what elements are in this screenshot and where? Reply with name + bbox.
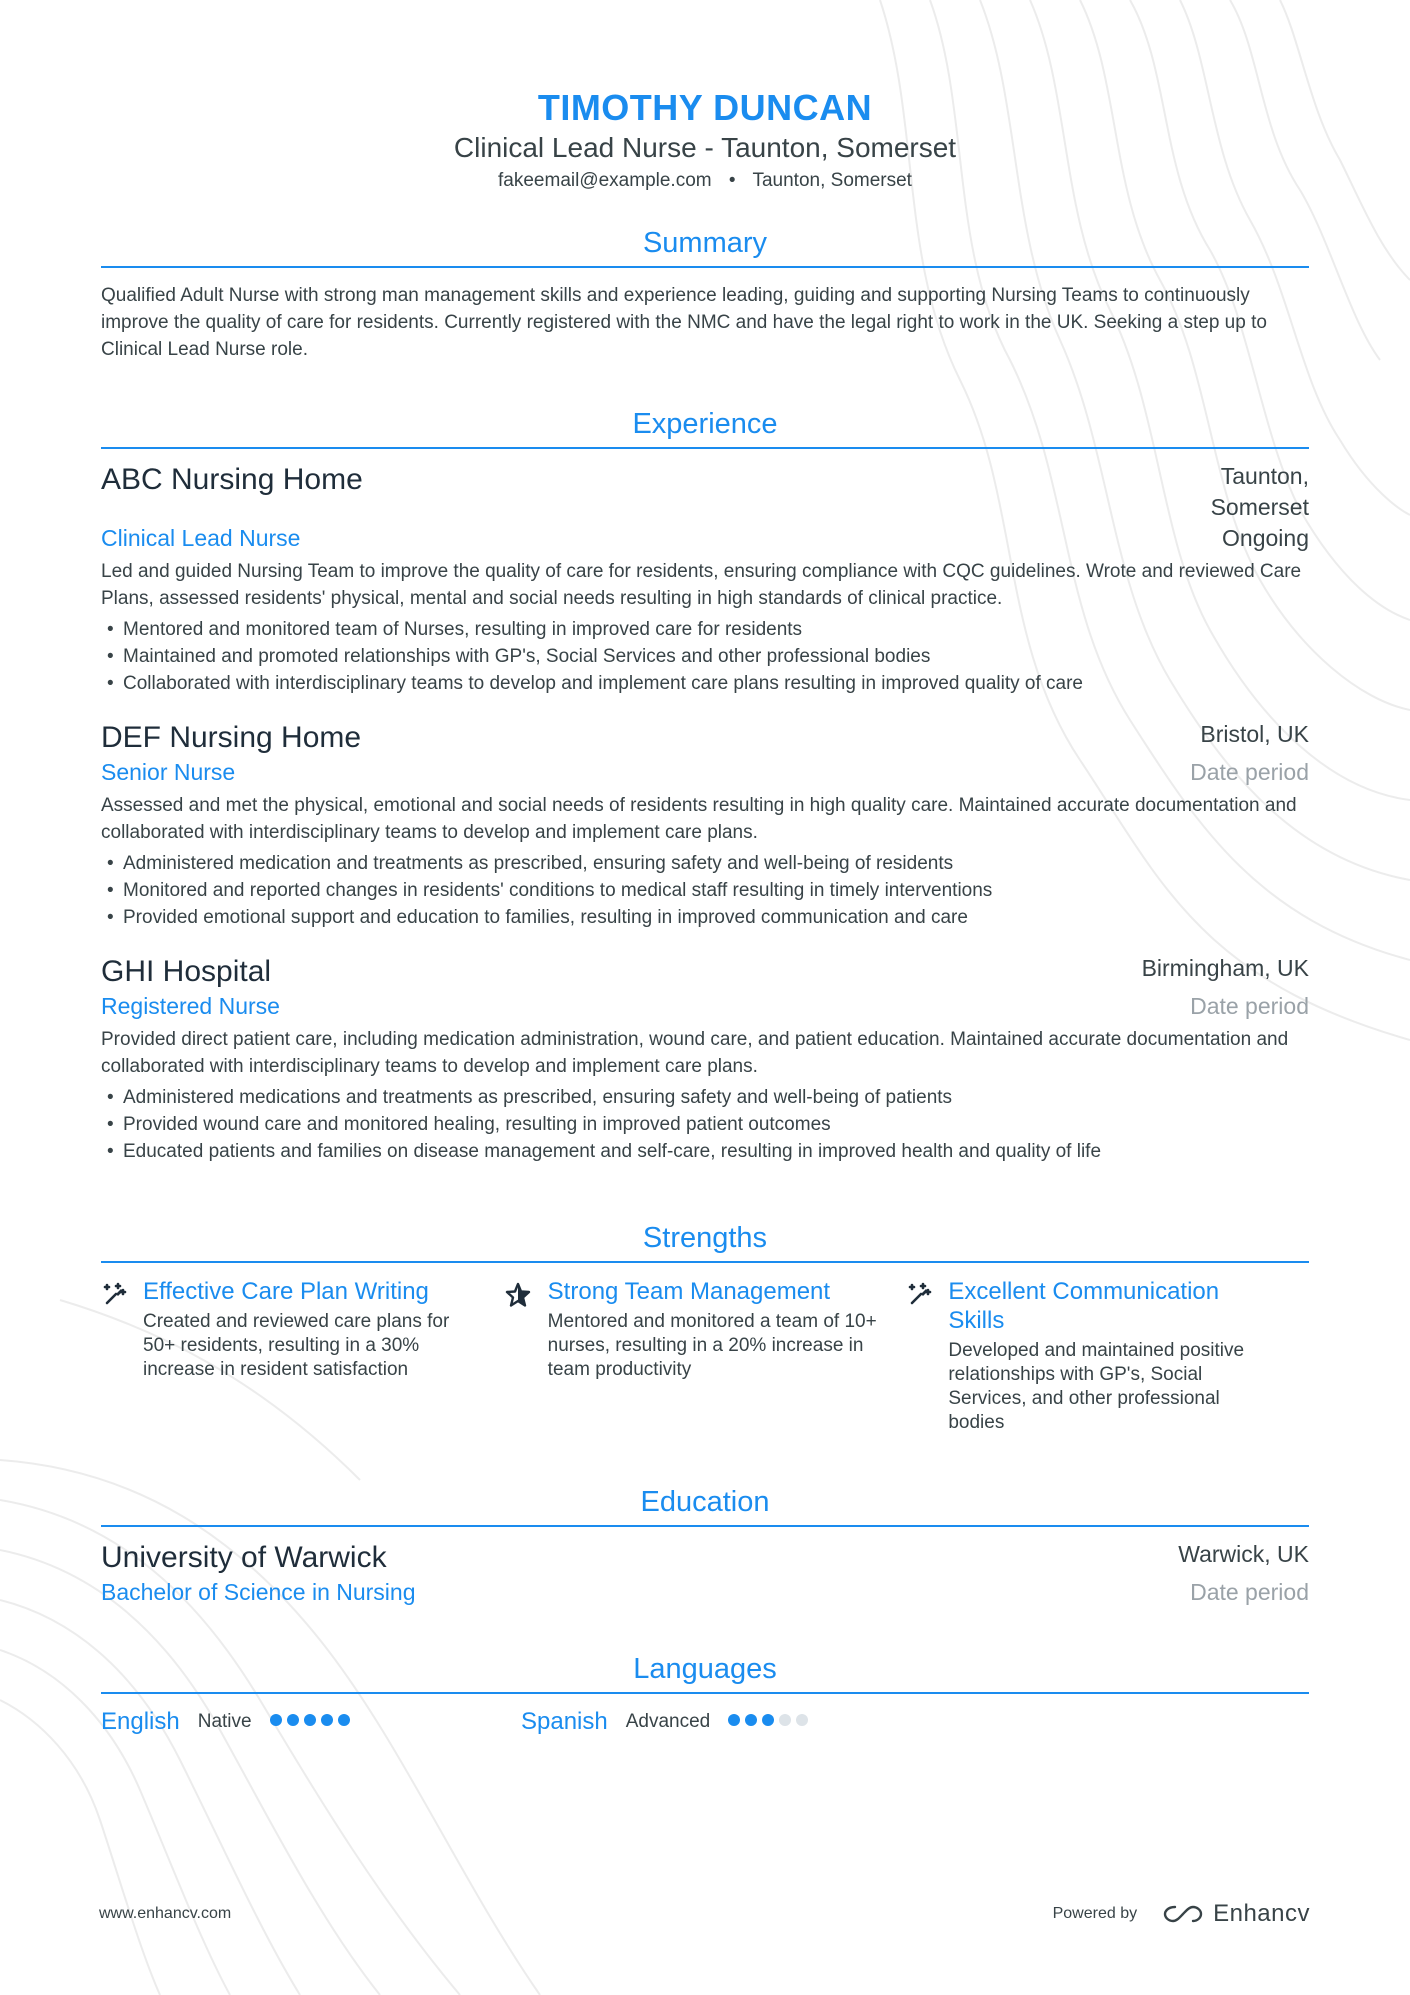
job-description: Assessed and met the physical, emotional and social needs of residents resulting in high quality care. Maintained accurate documentation and collaborated with interdisciplinary teams to develop and implement care plans. — [101, 795, 1297, 843]
rating-dot-filled — [321, 1714, 333, 1726]
wand-icon — [101, 1281, 127, 1307]
list-item: • Administered medication and treatments as prescribed, ensuring safety and well-being of residents — [101, 850, 1309, 877]
job-location: Bristol, UK — [1200, 721, 1309, 747]
powered-by — [1053, 1900, 1310, 1928]
strength-title: Excellent Communication Skills — [948, 1278, 1220, 1334]
list-item: • Administered medications and treatments as prescribed, ensuring safety and well-being of patients — [101, 1084, 1309, 1111]
strength-title: Effective Care Plan Writing — [143, 1278, 429, 1305]
star-icon — [504, 1281, 532, 1309]
school-name: University of Warwick — [101, 1541, 387, 1574]
list-item: • Collaborated with interdisciplinary teams to develop and implement care plans resulting in improved quality of care — [101, 670, 1309, 697]
enhancv-logo-icon — [1161, 1903, 1205, 1925]
job-location: Birmingham, UK — [1141, 955, 1309, 981]
footer-url-link[interactable]: www.enhancv.com — [99, 1905, 232, 1922]
email-link[interactable]: fakeemail@example.com — [498, 170, 712, 191]
footer — [99, 1900, 1310, 1928]
summary-text: Qualified Adult Nurse with strong man management skills and experience leading, guiding and supporting Nursing Teams to continuously improve the quality of care for residents. Currently registered with the NMC and have the legal right to work in the UK. Seeking a step up to Clinical Lead Nurse role. — [101, 285, 1267, 360]
rating-dot-filled — [270, 1714, 282, 1726]
education-section — [101, 1483, 1309, 1608]
job-date: Date period — [1190, 759, 1309, 785]
strength-description: Created and reviewed care plans for 50+ residents, resulting in a 30% increase in resident satisfaction — [143, 1311, 450, 1380]
job-location — [1211, 461, 1309, 523]
rating-dot-filled — [745, 1714, 757, 1726]
language-item — [521, 1708, 941, 1736]
job-description: Provided direct patient care, including medication administration, wound care, and patient education. Maintained accurate documentation and collaborated with interdisciplinary teams to develop and implement care plans. — [101, 1029, 1289, 1077]
job-bullets — [101, 616, 1309, 697]
list-item: • Provided wound care and monitored healing, resulting in improved patient outcomes — [101, 1111, 1309, 1138]
strength-item — [504, 1277, 907, 1435]
summary-section — [101, 224, 1309, 363]
job-description: Led and guided Nursing Team to improve the quality of care for residents, ensuring compliance with CQC guidelines. Wrote and reviewed Care Plans, assessed residents' physical, mental and social needs resulting in high standards of clinical practice. — [101, 561, 1302, 609]
job-entry — [101, 719, 1309, 931]
job-role: Registered Nurse — [101, 993, 280, 1019]
language-rating — [270, 1713, 355, 1731]
company-name: GHI Hospital — [101, 955, 272, 988]
language-item — [101, 1708, 521, 1736]
education-entry — [101, 1539, 1309, 1608]
contact-line — [101, 168, 1309, 194]
candidate-name: TIMOTHY DUNCAN — [537, 87, 873, 128]
wand-icon — [906, 1281, 932, 1307]
resume-header — [101, 86, 1309, 194]
language-level: Advanced — [625, 1711, 711, 1732]
strengths-title: Strengths — [101, 1219, 1309, 1263]
education-date: Date period — [1190, 1579, 1309, 1605]
language-level: Native — [197, 1711, 252, 1732]
list-item: • Mentored and monitored team of Nurses, resulting in improved care for residents — [101, 616, 1309, 643]
rating-dot-filled — [338, 1714, 350, 1726]
strength-item — [906, 1277, 1309, 1435]
job-location-line: Somerset — [1210, 494, 1309, 520]
list-item: • Monitored and reported changes in residents' conditions to medical staff resulting in timely interventions — [101, 877, 1309, 904]
rating-dot-filled — [287, 1714, 299, 1726]
resume-page — [101, 86, 1309, 1736]
brand-name: Enhancv — [1213, 1900, 1310, 1927]
list-item: • Provided emotional support and education to families, resulting in improved communication and care — [101, 904, 1309, 931]
languages-title: Languages — [101, 1650, 1309, 1694]
job-date: Date period — [1190, 993, 1309, 1019]
experience-section — [101, 405, 1309, 1165]
strengths-section — [101, 1219, 1309, 1435]
candidate-headline: Clinical Lead Nurse - Taunton, Somerset — [453, 132, 957, 163]
strength-description: Mentored and monitored a team of 10+ nurses, resulting in a 20% increase in team productivity — [547, 1311, 877, 1380]
job-entry — [101, 953, 1309, 1165]
job-bullets — [101, 1084, 1309, 1165]
education-title: Education — [101, 1483, 1309, 1527]
degree: Bachelor of Science in Nursing — [101, 1579, 416, 1605]
contact-separator: • — [728, 170, 736, 191]
list-item: • Maintained and promoted relationships with GP's, Social Services and other professional bodies — [101, 643, 1309, 670]
job-entry — [101, 461, 1309, 697]
experience-title: Experience — [101, 405, 1309, 449]
language-name: English — [101, 1708, 180, 1735]
strength-description: Developed and maintained positive relationships with GP's, Social Services, and other professional bodies — [948, 1340, 1245, 1433]
summary-title: Summary — [101, 224, 1309, 268]
job-location-line: Taunton, — [1220, 463, 1309, 489]
job-bullets — [101, 850, 1309, 931]
job-role: Senior Nurse — [101, 759, 236, 785]
company-name: DEF Nursing Home — [101, 721, 362, 754]
rating-dot-filled — [304, 1714, 316, 1726]
school-location: Warwick, UK — [1178, 1541, 1309, 1567]
strength-item — [101, 1277, 504, 1435]
job-date: Ongoing — [1222, 525, 1309, 551]
rating-dot-filled — [762, 1714, 774, 1726]
languages-section — [101, 1650, 1309, 1736]
list-item: • Educated patients and families on disease management and self-care, resulting in improved health and quality of life — [101, 1138, 1309, 1165]
rating-dot-empty — [779, 1714, 791, 1726]
powered-by-label: Powered by — [1052, 1905, 1138, 1922]
company-name: ABC Nursing Home — [101, 463, 363, 496]
rating-dot-empty — [796, 1714, 808, 1726]
language-name: Spanish — [521, 1708, 608, 1735]
job-role: Clinical Lead Nurse — [101, 525, 301, 551]
rating-dot-filled — [728, 1714, 740, 1726]
contact-location: Taunton, Somerset — [752, 170, 912, 191]
strength-title: Strong Team Management — [547, 1278, 831, 1305]
language-rating — [728, 1713, 813, 1731]
